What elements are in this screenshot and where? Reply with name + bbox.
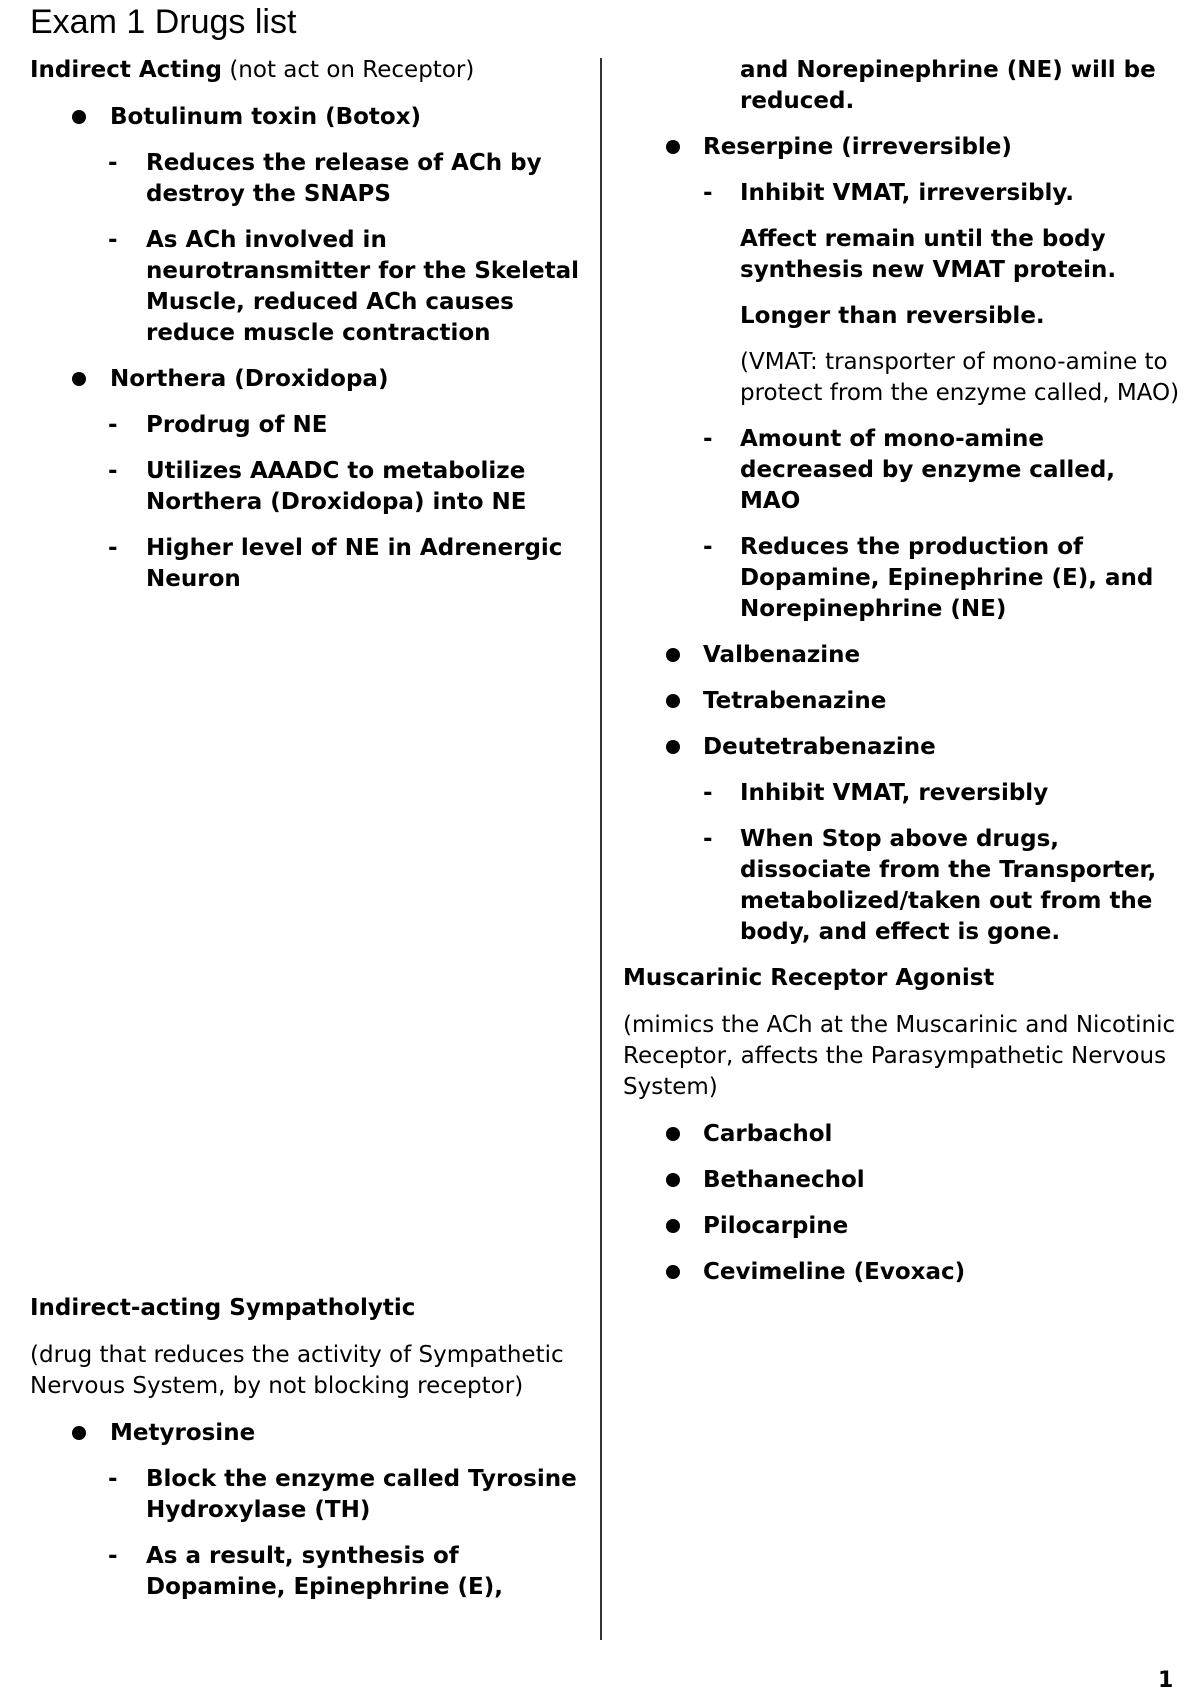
drug-item-bethanechol: Bethanechol bbox=[623, 1165, 1183, 1196]
section-intro: (mimics the ACh at the Muscarinic and Nicotinic Receptor, affects the Parasympathetic Nervous System) bbox=[623, 1012, 1176, 1100]
drug-note: - Reduces the production of Dopamine, Epinephrine (E), and Norepinephrine (NE) bbox=[703, 534, 1154, 622]
drug-item-metyrosine: Metyrosine bbox=[30, 1418, 590, 1449]
dash-icon: - bbox=[703, 534, 713, 560]
drug-note: - Inhibit VMAT, irreversibly. bbox=[623, 178, 1183, 209]
drug-item-botox: Botulinum toxin (Botox) bbox=[30, 102, 590, 133]
drug-note: - Inhibit VMAT, reversibly bbox=[623, 778, 1183, 809]
drug-item-northera: Northera (Droxidopa) bbox=[30, 364, 590, 395]
dash-icon: - bbox=[108, 1543, 118, 1569]
section-heading: Indirect-acting Sympatholytic bbox=[30, 1295, 416, 1321]
bullet-icon bbox=[666, 1173, 680, 1187]
page-number: 1 bbox=[1158, 1668, 1174, 1693]
section-indirect-sympatholytic bbox=[30, 1293, 590, 1618]
dash-icon: - bbox=[703, 826, 713, 852]
dash-icon: - bbox=[108, 535, 118, 561]
bullet-icon bbox=[666, 1265, 680, 1279]
bullet-icon bbox=[666, 694, 680, 708]
drug-note: - Reduces the release of ACh by destroy the SNAPS bbox=[108, 150, 542, 207]
bullet-icon bbox=[666, 740, 680, 754]
dash-icon: - bbox=[108, 150, 118, 176]
drug-item-tetrabenazine: Tetrabenazine bbox=[623, 686, 1183, 717]
drug-note: - Utilizes AAADC to metabolize Northera (Droxidopa) into NE bbox=[108, 458, 527, 515]
drug-item-reserpine: Reserpine (irreversible) bbox=[623, 132, 1183, 163]
right-column bbox=[623, 55, 1183, 1303]
drug-note: - As ACh involved in neurotransmitter for the Skeletal Muscle, reduced ACh causes reduce muscle contraction bbox=[108, 227, 580, 346]
column-divider bbox=[600, 58, 602, 1640]
section-heading: Muscarinic Receptor Agonist bbox=[623, 965, 995, 991]
drug-note-text: Longer than reversible. bbox=[740, 303, 1045, 329]
bullet-icon bbox=[72, 110, 86, 124]
dash-icon: - bbox=[108, 458, 118, 484]
drug-note: - When Stop above drugs, dissociate from the Transporter, metabolized/taken out from the body, and effect is gone. bbox=[703, 826, 1157, 945]
drug-note-text: (VMAT: transporter of mono-amine to protect from the enzyme called, MAO) bbox=[740, 349, 1180, 406]
section-intro: (drug that reduces the activity of Sympathetic Nervous System, by not blocking receptor) bbox=[30, 1342, 564, 1399]
dash-icon: - bbox=[108, 1466, 118, 1492]
dash-icon: - bbox=[108, 412, 118, 438]
section-indirect-acting bbox=[30, 55, 590, 610]
bullet-icon bbox=[72, 372, 86, 386]
drug-note-text: Affect remain until the body synthesis new VMAT protein. bbox=[740, 226, 1117, 283]
drug-item-pilocarpine: Pilocarpine bbox=[623, 1211, 1183, 1242]
drug-note: - As a result, synthesis of Dopamine, Epinephrine (E), bbox=[108, 1543, 503, 1600]
document-title: Exam 1 Drugs list bbox=[30, 3, 297, 41]
continuation-text: and Norepinephrine (NE) will be reduced. bbox=[740, 57, 1156, 114]
drug-item-cevimeline: Cevimeline (Evoxac) bbox=[623, 1257, 1183, 1288]
drug-note: - Higher level of NE in Adrenergic Neuron bbox=[108, 535, 563, 592]
drug-note: - Block the enzyme called Tyrosine Hydroxylase (TH) bbox=[108, 1466, 577, 1523]
bullet-icon bbox=[666, 1219, 680, 1233]
bullet-icon bbox=[72, 1426, 86, 1440]
drug-note: - Prodrug of NE bbox=[30, 410, 590, 441]
dash-icon: - bbox=[703, 180, 713, 206]
bullet-icon bbox=[666, 648, 680, 662]
drug-note: - Amount of mono-amine decreased by enzyme called, MAO bbox=[703, 426, 1116, 514]
section-heading: Indirect Acting (not act on Receptor) bbox=[30, 57, 475, 83]
bullet-icon bbox=[666, 1127, 680, 1141]
bullet-icon bbox=[666, 140, 680, 154]
drug-item-deutetrabenazine: Deutetrabenazine bbox=[623, 732, 1183, 763]
dash-icon: - bbox=[108, 227, 118, 253]
dash-icon: - bbox=[703, 426, 713, 452]
drug-item-carbachol: Carbachol bbox=[623, 1119, 1183, 1150]
drug-item-valbenazine: Valbenazine bbox=[623, 640, 1183, 671]
dash-icon: - bbox=[703, 780, 713, 806]
